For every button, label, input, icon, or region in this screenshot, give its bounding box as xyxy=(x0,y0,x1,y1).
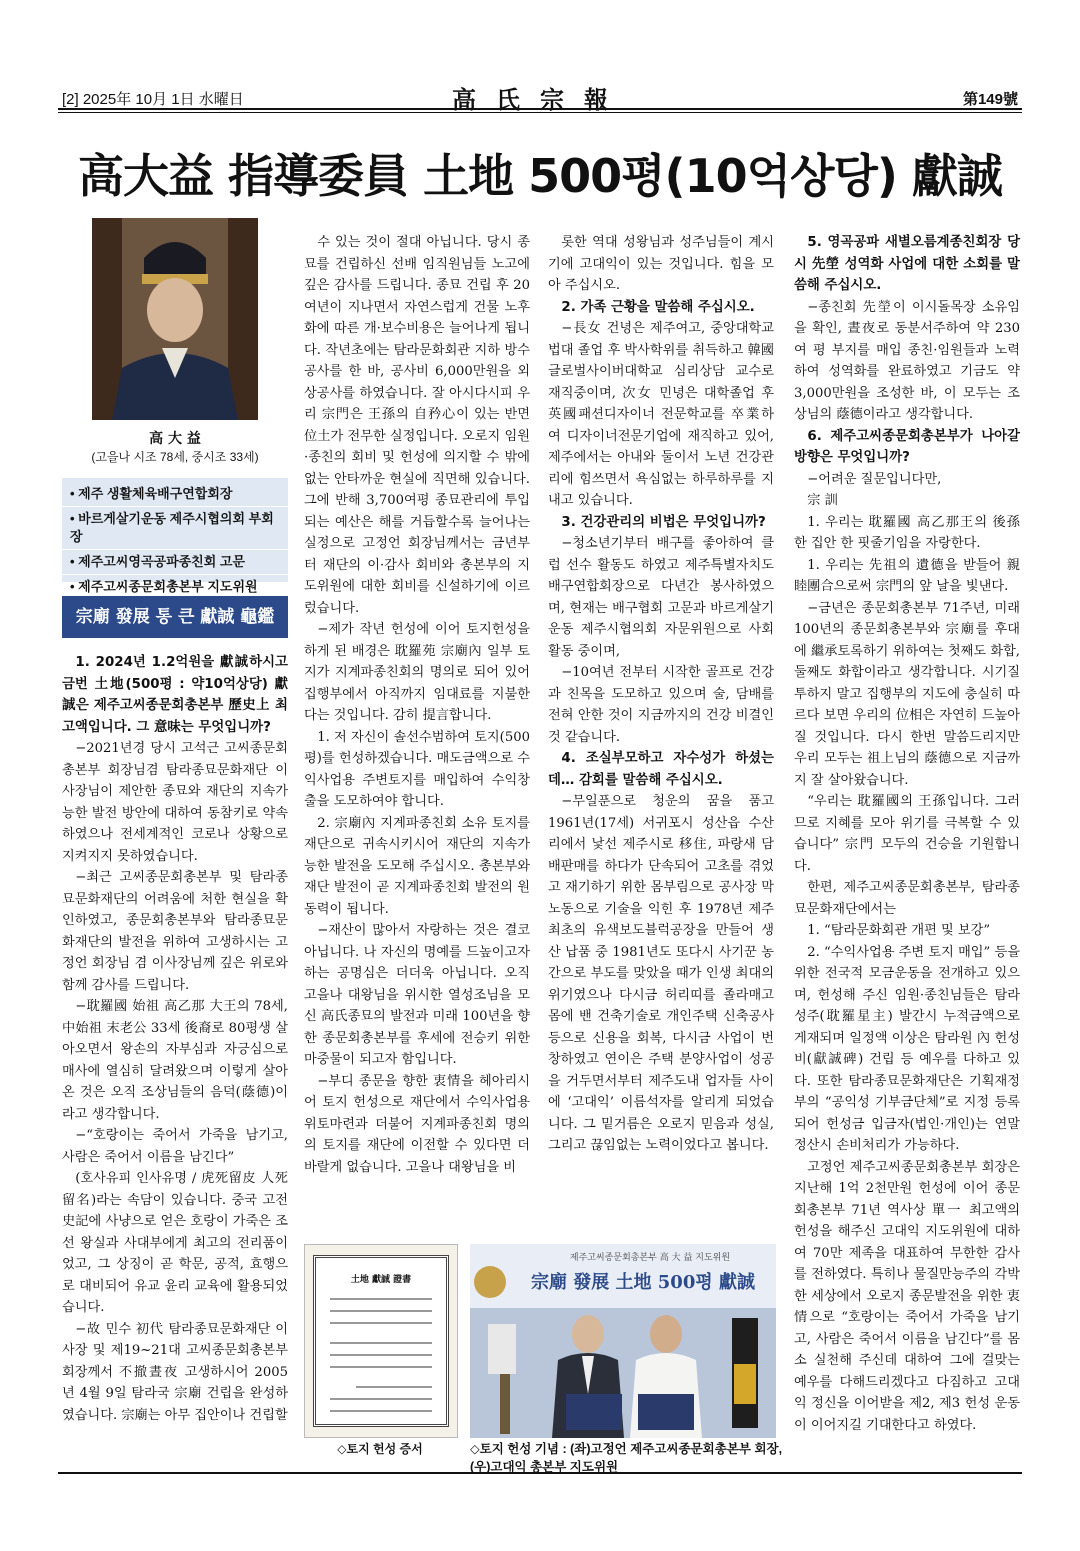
paragraph: 1. 우리는 先祖의 遺德을 받들어 親睦團合으로써 宗門의 앞 날을 빛낸다. xyxy=(794,557,1020,594)
certificate-frame xyxy=(313,1255,449,1427)
question-3: 3. 건강관리의 비법은 무엇입니까? xyxy=(561,514,766,530)
certificate-photo xyxy=(304,1244,458,1438)
headline: 高大益 指導委員 土地 500평(10억상당) 獻誠 xyxy=(78,149,1002,203)
paragraph: −금년은 종문회총본부 71주년, 미래 100년의 종문회총본부와 宗廟를 후대에 繼承토록하기 위하여는 첫째도 화합, 둘째도 화합이라고 생각합니다. 시기질투하지 말고 집행부의 지도에 충실히 따르다 보면 우리의 位相은 자연히 드높아질 것입니다. 다시 한번 말씀드리지만 우리 모두는 祖上님의 蔭德으로 지금까지 잘 살아왔습니다. xyxy=(794,600,1020,788)
article-column-1 xyxy=(62,652,288,1426)
paragraph: −재산이 많아서 자랑하는 것은 결코 아닙니다. 나 자신의 명예를 드높이고자 하는 공명심은 더더욱 아닙니다. 오직 고을나 대왕님을 위시한 열성조님을 모신 高氏종묘의 발전과 미래 100년을 향한 종문회총본부를 후세에 전승키 위한 마중물이 되고자 함입니다. xyxy=(304,923,530,1067)
paragraph: −長女 건녕은 제주여고, 중앙대학교 법대 졸업 후 박사학위를 취득하고 韓國글로벌사이버대학교 심리상담 교수로 재직중이며, 次女 민녕은 대학졸업 후 英國패션디자이너 전문학교를 卒業하여 디자이너전문기업에 재직하고 있어, 제주에서는 아내와 둘이서 노년 건강관리에 힘쓰면서 욕심없는 하루하루를 지내고 있습니다. xyxy=(548,321,774,508)
certificate-line xyxy=(330,1366,432,1368)
paragraph: 롯한 역대 성왕님과 성주님들이 계시기에 고대익이 있는 것입니다. 힘을 모아 주십시오. xyxy=(548,235,774,293)
paragraph: −“호랑이는 죽어서 가죽을 남기고, 사람은 죽어서 이름을 남긴다” xyxy=(62,1128,288,1165)
article-column-2 xyxy=(304,232,530,1178)
paragraph: 宗 訓 xyxy=(807,493,838,508)
paragraph: 수 있는 것이 절대 아닙니다. 당시 종묘를 건립하신 선배 임직원님들 노고에 깊은 감사를 드립니다. 종묘 건립 후 20여년이 지나면서 자연스럽게 건물 노후화에 따른 개·보수비용은 늘어나게 됩니다. 작년초에는 탐라문화회관 지하 방수공사를 한 바, 공사비 6,000만원을 외상공사를 하였습니다. 잘 아시다시피 우리 宗門은 王孫의 自矜心이 있는 반면 位土가 전무한 실정입니다. 오로지 임원·종친의 회비 및 헌성에 의지할 수 밖에 없는 안타까운 현실에 직면해 있습니다. 그에 반해 3,700여평 종묘관리에 투입되는 예산은 해를 거듭할수록 늘어나는 실정으로 고정언 회장님께서는 금년부터 재단의 이·감사 회비와 총본부의 지도위원에 대한 회비를 신설하기에 이르렀습니다. xyxy=(304,235,530,616)
certificate-title: 土地 獻誠 證書 xyxy=(350,1275,412,1285)
paragraph: −어려운 질문입니다만, xyxy=(807,471,942,487)
event-caption: ◇토지 헌성 기념 : (좌)고정언 제주고씨종문회총본부 회장, (우)고대익 총본부 지도위원 xyxy=(470,1442,783,1474)
masthead-rule-thin xyxy=(58,112,1022,113)
paragraph: (호사유피 인사유명 / 虎死留皮 人死留名)라는 속담이 있습니다. 중국 고전 史記에 사냥으로 얻은 호랑이 가죽은 조선 왕실과 사대부에게 최고의 전리품이었고, 그 상징이 곧 학문, 공적, 효행으로 대비되어 유교 윤리 교육에 활용되었습니다. xyxy=(62,1171,288,1315)
question-2: 2. 가족 근황을 말씀해 주십시오. xyxy=(561,299,755,315)
portrait-illustration xyxy=(92,218,258,420)
paragraph: 2. 宗廟內 지계파종친회 소유 토지를 재단으로 귀속시키시어 재단의 지속가능한 발전을 도모해 주십시오. 총본부와 재단 발전이 곧 지계파종친회 발전의 원동력이 됩니다. xyxy=(304,815,530,917)
paper-name: 高氏宗報 xyxy=(452,85,628,114)
question-4: 4. 조실부모하고 자수성가 하셨는데… 감회를 말씀해 주십시오. xyxy=(548,751,774,788)
paragraph: −10여년 전부터 시작한 골프로 건강과 친목을 도모하고 있으며 술, 담배를 전혀 안한 것이 지금까지의 건강 비결인 것 같습니다. xyxy=(548,665,774,745)
paragraph: −제가 작년 헌성에 이어 토지헌성을 하게 된 배경은 耽羅苑 宗廟內 일부 토지가 지계파종친회의 명의로 되어 있어 집행부에서 아직까지 임대료를 지불한다는 것입니다. 감히 提言합니다. xyxy=(304,622,530,723)
certificate-line xyxy=(330,1410,432,1412)
section-banner: 宗廟 發展 통 큰 獻誠 龜鑑 xyxy=(62,596,288,638)
masthead-rule xyxy=(58,108,1022,110)
certificate-line xyxy=(356,1386,432,1388)
question-6: 6. 제주고씨종문회총본부가 나아갈 방향은 무엇입니까? xyxy=(794,428,1020,465)
paragraph: 2. “수익사업용 주변 토지 매입” 등을 위한 전국적 모금운동을 전개하고 있으며, 헌성해 주신 임원·종친님들은 탐라성주(耽羅星主) 발간시 누적금액으로 게재되며 일정액 이상은 탐라원 內 헌성비(獻誠碑) 건립 등 예우를 다하고 있다. 또한 탐라종묘문화재단은 기획재정부의 “공익성 기부금단체”로 지정 등록되어 헌성금 입금자(법인·개인)는 연말정산시 손비처리가 가능하다. xyxy=(794,944,1020,1153)
certificate-line xyxy=(330,1322,432,1324)
article-column-4 xyxy=(794,232,1020,1436)
paragraph: −무일푼으로 청운의 꿈을 품고 1961년(17세) 서귀포시 성산읍 수산리에서 낯선 제주시로 移住, 파랑새 담배판매를 하다가 단속되어 고초를 겪었고 재기하기 위한 몸부림으로 공사장 막노동으로 기술을 익힌 후 1978년 제주 최초의 유색보도블럭공장을 만들어 생산 납품 중 1981년도 또다시 사기꾼 농간으로 부도를 맞았을 때가 인생 최대의 위기였으나 다시금 허리띠를 졸라매고 몸에 밴 건축기술로 개인주택 신축공사 등으로 신용을 회복, 다시금 사업이 번창하였고 연이은 주택 분양사업이 성공을 거두면서부터 제주도내 업자들 사이에 ‘고대익’ 이름석자를 알리게 되었습니다. 그 밑거름은 오로지 믿음과 성실, 그리고 끊임없는 노력이었다고 봅니다. xyxy=(548,794,774,1153)
event-banner-line: 제주고씨종문회총본부 高 大 益 지도위원 xyxy=(569,1253,731,1263)
issue-number: 第149號 xyxy=(962,91,1018,108)
title-item: • 바르게살기운동 제주시협의회 부회장 xyxy=(62,507,288,550)
certificate-line xyxy=(330,1310,432,1312)
portrait-subtitle: (고을나 시조 78세, 중시조 33세) xyxy=(91,450,259,464)
paragraph: −최근 고씨종문회총본부 및 탐라종묘문화재단의 어려움에 처한 현실을 확인하였고, 종문회총본부와 탐라종묘문화재단의 발전을 위하여 고생하시는 고정언 회장님 겸 이사장님께 깊은 위로와 함께 감사를 드립니다. xyxy=(62,870,288,993)
title-item: • 제주고씨영곡공파종친회 고문 xyxy=(62,550,288,575)
paragraph: “우리는 耽羅國의 王孫입니다. 그러므로 지혜를 모아 위기를 극복할 수 있습니다” 宗門 모두의 건승을 기원합니다. xyxy=(794,794,1020,874)
question-5: 5. 영곡공파 새별오름계종친회장 당시 先塋 성역화 사업에 대한 소회를 말씀해 주십시오. xyxy=(794,235,1020,293)
article-column-3 xyxy=(548,232,774,1157)
footer-rule xyxy=(58,1472,1022,1474)
paragraph: −耽羅國 始祖 高乙那 大王의 78세, 中始祖 末老公 33세 後裔로 80평생 살아오면서 왕손의 자부심과 자긍심으로 매사에 열심히 달려왔으며 이렇게 살아온 것은 오직 조상님들의 음덕(蔭德)이라고 생각합니다. xyxy=(62,999,288,1122)
portrait-name: 高 大 益 xyxy=(149,431,201,447)
paragraph: −부디 종문을 향한 衷情을 헤아리시어 토지 헌성으로 재단에서 수익사업용 위토마련과 더불어 지계파종친회 명의의 토지를 재단에 이전할 수 있다면 더 바랄게 없습니다. 고을나 대왕님을 비 xyxy=(304,1073,530,1175)
question-1: 1. 2024년 1.2억원을 獻誠하시고 금번 土地(500평 : 약10억상당) 獻誠은 제주고씨종문회총본부 歷史上 최고액입니다. 그 意味는 무엇입니까? xyxy=(62,655,288,735)
certificate-line xyxy=(330,1398,432,1400)
paragraph: 고정언 제주고씨종문회총본부 회장은 지난해 1억 2천만원 헌성에 이어 종문회총본부 71년 역사상 單一 최고액의 헌성을 해주신 고대익 지도위원에 대하여 70만 제족을 대표하여 무한한 감사를 전하였다. 특히나 물질만능주의 각박한 세상에서 오로지 종문발전을 위한 衷情으로 “호랑이는 죽어서 가죽을 남기고, 사람은 죽어서 이름을 남긴다”를 몸소 실천해 주신데 대하여 그에 걸맞는 예우를 다해드리겠다고 다짐하고 고대익 정신을 이어받을 제2, 제3 헌성 운동이 이어지길 기대한다고 하였다. xyxy=(794,1159,1020,1433)
paragraph: −2021년경 당시 고석근 고씨종문회총본부 회장님겸 탐라종묘문화재단 이사장님이 제안한 종묘와 재단의 지속가능한 발전 방안에 대하여 동참키로 약속하였으나 전세계적인 코로나 상황으로 지켜지지 못하였습니다. xyxy=(62,741,288,864)
paragraph: 1. “탐라문화회관 개편 및 보강” xyxy=(807,923,991,938)
paragraph: 한편, 제주고씨종문회총본부, 탐라종묘문화재단에서는 xyxy=(794,880,1020,917)
paragraph: −종친회 先塋이 이시돌목장 소유임을 확인, 晝夜로 동분서주하여 약 230여 평 부지를 매입 종친·임원들과 노력하여 성역화를 완료하였고 기금도 약 3,000만원을 조성한 바, 이 모두는 조상님의 蔭德이라고 생각합니다. xyxy=(794,299,1020,422)
paragraph: −故 민수 初代 탐라종묘문화재단 이사장 및 제19~21대 고씨종문회총본부 회장께서 不撤晝夜 고생하시어 2005년 4월 9일 탐라국 宗廟 건립을 완성하였습니다. 宗廟는 아무 집안이나 건립할 xyxy=(62,1321,288,1423)
issue-date: [2] 2025年 10月 1日 水曜日 xyxy=(62,91,244,108)
portrait-photo xyxy=(92,218,258,420)
certificate-line xyxy=(330,1298,432,1300)
certificate-line xyxy=(330,1354,432,1356)
title-item: • 제주 생활체육배구연합회장 xyxy=(62,482,288,507)
event-photo xyxy=(470,1244,776,1438)
paragraph: 1. 저 자신이 솔선수범하여 토지(500평)를 헌성하겠습니다. 매도금액으로 수익사업용 주변토지를 매입하여 수익창출을 도모하여야 합니다. xyxy=(304,729,530,809)
certificate-line xyxy=(330,1342,432,1344)
titles-box xyxy=(62,478,288,594)
event-banner-title: 宗廟 發展 土地 500평 獻誠 xyxy=(530,1272,756,1293)
certificate-caption: ◇토지 헌성 증서 xyxy=(337,1442,423,1456)
paragraph: −청소년기부터 배구를 좋아하여 클럽 선수 활동도 하였고 제주특별자치도 배구연합회장으로 다년간 봉사하였으며, 현재는 배구협회 고문과 바르게살기운동 제주시협의회 자문위원으로 사회 활동 중이며, xyxy=(548,536,774,659)
paragraph: 1. 우리는 耽羅國 高乙那王의 後孫 한 집안 한 핏줄기임을 자랑한다. xyxy=(794,514,1020,551)
title-item: • 제주고씨종문회총본부 지도위원 xyxy=(62,575,288,600)
